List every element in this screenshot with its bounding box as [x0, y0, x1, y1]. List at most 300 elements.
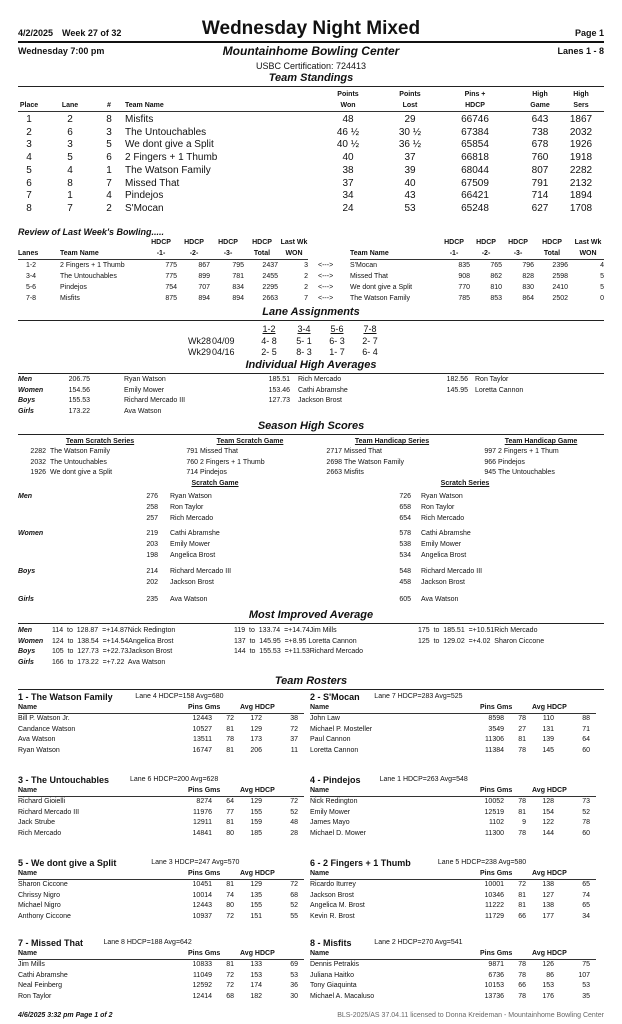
team-score-head: Team Handicap Series: [354, 438, 430, 445]
left-won-head-top: Last Wk: [280, 239, 308, 246]
standings-won: 48: [342, 114, 354, 125]
player-pins: 10346: [484, 891, 504, 899]
standings-place: 7: [26, 190, 32, 202]
review-left-total: 2295: [262, 284, 278, 291]
player-name: Michael P. Mosteller: [310, 725, 373, 733]
player-handicap: 64: [582, 736, 590, 744]
lane-matchup: 2- 5: [261, 347, 277, 357]
player-average: 172: [250, 715, 262, 722]
review-left-total: 2437: [262, 262, 278, 269]
team-score: 1926: [30, 469, 46, 476]
player-name: Richard Gioielli: [18, 798, 66, 805]
team-name: Misfits: [60, 295, 80, 302]
high-averages-rule: [18, 373, 604, 374]
player-games: 78: [518, 971, 526, 979]
high-averages-heading: Individual High Averages: [245, 359, 377, 371]
player-handicap: 72: [290, 881, 298, 888]
team-name: Pindejos: [498, 458, 525, 466]
player-games: 81: [518, 891, 526, 899]
player-games: 78: [226, 736, 234, 744]
player-name: Paul Cannon: [310, 736, 351, 744]
team-score: 714: [186, 469, 198, 476]
bowler-name: Rich Mercado: [421, 515, 465, 522]
team-name: S'Mocan: [125, 202, 164, 214]
improved-entry: 166 to 173.22 =+7.22 Ava Watson: [52, 658, 166, 666]
review-left-g3: 795: [232, 262, 244, 269]
player-pins: 10052: [484, 798, 504, 805]
bowler-name: Emily Mower: [170, 541, 211, 548]
player-average: 145: [542, 746, 554, 754]
player-pins: 1102: [488, 819, 504, 827]
right-g1-head-top: HDCP: [444, 239, 464, 246]
player-games: 81: [518, 902, 526, 910]
player-handicap: 34: [582, 912, 590, 920]
roster-head-underline: [310, 713, 596, 714]
versus-arrow: <--->: [318, 295, 334, 302]
standings-lost: 29: [404, 114, 416, 125]
standings-lane: 8: [67, 177, 73, 189]
player-average: 176: [542, 992, 554, 1000]
header-rule: [18, 41, 604, 43]
roster-team-title: 4 - Pindejos: [310, 775, 361, 785]
roster-team-title: 8 - Misfits: [310, 938, 352, 948]
roster-head-underline: [310, 796, 596, 797]
player-pins: 6736: [488, 971, 504, 979]
standings-place: 1: [26, 114, 32, 125]
player-name: Cathi Abramshe: [18, 971, 68, 979]
player-name: Juliana Haitko: [310, 971, 354, 979]
standings-pins: 66818: [461, 152, 489, 164]
player-games: 81: [226, 881, 234, 888]
scratch-game-score: 203: [146, 541, 158, 548]
player-average: 174: [250, 982, 262, 990]
player-name: James Mayo: [310, 819, 350, 827]
standings-pins: 68044: [461, 164, 489, 176]
review-right-won: 4: [600, 262, 604, 269]
player-pins: 10937: [192, 912, 212, 920]
player-name: Dennis Petrakis: [310, 961, 360, 968]
score-category: Women: [18, 530, 44, 537]
player-name: Neal Feinberg: [18, 982, 62, 990]
player-handicap: 68: [290, 891, 298, 899]
player-games: 72: [226, 971, 234, 979]
bowler-name: Ryan Watson: [170, 493, 212, 500]
team-head: Team Name: [125, 102, 164, 109]
right-won-head: WON: [579, 250, 597, 257]
bowler-name: Loretta Cannon: [475, 386, 524, 394]
standings-lane: 5: [67, 152, 73, 164]
team-name: The Watson Family: [344, 458, 405, 466]
standings-pins: 67384: [461, 126, 489, 138]
lost-head: Lost: [402, 102, 418, 109]
right-g2-head: -2-: [481, 250, 491, 257]
standings-hs: 1867: [569, 114, 593, 125]
roster-pins-head: Pins Gms: [188, 704, 221, 711]
standings-won: 34: [342, 190, 354, 202]
bowler-name: Richard Mercado III: [421, 568, 483, 575]
roster-name-head: Name: [310, 704, 330, 711]
bowler-name: Cathi Abramshe: [170, 530, 220, 537]
scratch-game-score: 214: [146, 568, 158, 575]
team-score: 2698: [326, 458, 342, 466]
player-handicap: 72: [290, 725, 298, 733]
review-left-total: 2663: [262, 295, 278, 302]
improved-entry: 105 to 127.73 =+22.73Jackson Brost: [52, 648, 173, 655]
roster-team-info: Lane 7 HDCP=283 Avg=525: [374, 693, 463, 700]
player-handicap: 28: [290, 829, 298, 837]
player-average: 126: [542, 961, 554, 968]
roster-team-info: Lane 3 HDCP=247 Avg=570: [151, 859, 240, 866]
player-name: Michael D. Mower: [310, 829, 367, 837]
improved-entry: 114 to 128.87 =+14.87Nick Redington: [52, 627, 176, 634]
player-name: Michael Nigro: [18, 902, 61, 910]
roster-head-underline: [310, 879, 596, 880]
team-score: 966: [484, 458, 496, 466]
player-pins: 13736: [484, 992, 504, 1000]
bowler-name: Cathi Abramshe: [298, 386, 348, 394]
player-handicap: 75: [582, 961, 590, 968]
player-games: 80: [226, 902, 234, 910]
player-name: Kevin R. Brost: [310, 912, 355, 920]
bowler-name: Jackson Brost: [298, 397, 342, 404]
week-date: 04/16: [212, 347, 235, 357]
review-left-g1: 775: [165, 273, 177, 280]
player-handicap: 74: [582, 891, 590, 899]
standings-pins: 67509: [461, 177, 489, 189]
player-pins: 11384: [485, 746, 504, 754]
bowling-center: Mountainhome Bowling Center: [222, 44, 400, 58]
player-games: 81: [518, 736, 526, 744]
scratch-series-score: 578: [399, 530, 411, 537]
won-head-top: Points: [337, 91, 359, 98]
player-handicap: 53: [582, 982, 590, 990]
high-series-head-top: High: [573, 91, 589, 98]
team-score: 2717: [326, 448, 342, 455]
page-number: Page 1: [574, 28, 604, 38]
player-average: 131: [542, 725, 554, 733]
player-games: 68: [226, 992, 234, 1000]
team-score-head: Team Scratch Game: [216, 438, 284, 445]
player-games: 81: [226, 746, 234, 754]
player-games: 27: [518, 725, 526, 733]
roster-team-info: Lane 4 HDCP=158 Avg=680: [135, 693, 224, 700]
roster-head-underline: [310, 959, 596, 960]
player-name: Ava Watson: [18, 736, 56, 744]
average-value: 182.56: [446, 376, 468, 383]
player-average: 133: [250, 961, 262, 968]
right-team-head: Team Name: [350, 250, 389, 257]
lane-matchup: 4- 8: [261, 336, 277, 346]
scratch-game-score: 202: [146, 579, 158, 586]
review-right-total: 2502: [552, 295, 568, 302]
player-pins: 10014: [192, 891, 212, 899]
review-left-g3: 894: [232, 295, 244, 302]
lane-matchup: 6- 3: [329, 336, 345, 346]
bowler-name: Cathi Abramshe: [421, 530, 471, 537]
lane-assignments-heading: Lane Assignments: [262, 306, 360, 318]
standings-hs: 1894: [569, 190, 593, 202]
player-average: 182: [250, 992, 262, 1000]
right-g2-head-top: HDCP: [476, 239, 496, 246]
improved-category: Women: [18, 637, 44, 645]
standings-pins: 66421: [461, 190, 489, 202]
left-g3-head: -3-: [223, 250, 233, 257]
review-right-g1: 785: [458, 295, 470, 302]
team-score: 997: [484, 448, 496, 455]
player-handicap: 37: [290, 736, 298, 744]
player-name: Jackson Brost: [310, 891, 354, 899]
left-g2-head-top: HDCP: [184, 239, 204, 246]
standings-hs: 1926: [569, 139, 593, 151]
team-score-head: Team Scratch Series: [65, 438, 135, 445]
player-name: Rich Mercado: [18, 829, 62, 837]
usbc-certification: USBC Certification: 724413: [255, 61, 367, 71]
player-games: 66: [518, 982, 526, 990]
player-games: 78: [518, 829, 526, 837]
team-name: The Untouchables: [125, 126, 207, 138]
rosters-heading: Team Rosters: [274, 675, 348, 687]
review-left-g2: 899: [198, 273, 210, 280]
player-handicap: 55: [290, 912, 298, 920]
player-average: 173: [250, 736, 262, 744]
review-lanes: 7-8: [25, 295, 37, 302]
player-handicap: 48: [290, 819, 298, 827]
standings-num: 5: [106, 139, 112, 151]
player-pins: 12414: [192, 992, 212, 1000]
player-name: Loretta Cannon: [310, 746, 359, 754]
footer-print-info: 4/6/2025 3:32 pm Page 1 of 2: [18, 1012, 113, 1019]
left-won-head: WON: [285, 250, 303, 257]
player-name: Jim Mills: [18, 961, 45, 968]
lane-matchup: 1- 7: [329, 347, 345, 357]
left-g2-head: -2-: [189, 250, 199, 257]
player-games: 78: [518, 746, 526, 754]
team-score: 2032: [30, 458, 46, 466]
bowler-name: Ron Taylor: [170, 504, 204, 511]
team-name: 2 Fingers + 1 Thumb: [60, 262, 125, 269]
lane-matchup: 6- 4: [362, 347, 378, 357]
standings-lost: 37: [404, 152, 416, 164]
team-name: The Watson Family: [50, 448, 111, 455]
player-games: 78: [518, 961, 526, 968]
versus-arrow: <--->: [318, 284, 334, 291]
bowler-name: Ryan Watson: [421, 493, 463, 500]
standings-place: 5: [26, 164, 32, 176]
review-right-won: 0: [600, 295, 604, 302]
standings-won: 24: [342, 202, 354, 214]
roster-head-underline: [18, 796, 304, 797]
improved-category: Boys: [18, 648, 36, 655]
scratch-series-score: 654: [399, 515, 411, 522]
standings-hs: 2032: [569, 126, 593, 138]
average-value: 154.56: [68, 386, 90, 394]
review-right-g3: 830: [522, 284, 534, 291]
roster-head-underline: [18, 713, 304, 714]
roster-team-title: 6 - 2 Fingers + 1 Thumb: [310, 858, 411, 868]
player-games: 72: [226, 982, 234, 990]
player-handicap: 88: [582, 715, 590, 722]
player-handicap: 52: [582, 808, 590, 816]
standings-pins: 66746: [461, 114, 489, 125]
player-average: 138: [542, 902, 554, 910]
standings-num: 6: [106, 152, 112, 164]
standings-hg: 714: [531, 190, 549, 202]
roster-team-title: 3 - The Untouchables: [18, 775, 110, 785]
average-category: Men: [18, 376, 32, 383]
player-average: 155: [250, 902, 262, 910]
player-average: 153: [250, 971, 262, 979]
player-pins: 12443: [192, 715, 212, 722]
bowler-name: Richard Mercado III: [124, 397, 186, 404]
player-average: 139: [542, 736, 554, 744]
lane-pair-head: 3-4: [297, 324, 311, 334]
player-name: Bill P. Watson Jr.: [18, 715, 70, 722]
player-average: 127: [542, 891, 554, 899]
lanes-head: Lanes: [18, 250, 39, 257]
roster-pins-head: Pins Gms: [480, 870, 513, 877]
left-total-head-top: HDCP: [252, 239, 272, 246]
player-name: Anthony Ciccone: [18, 912, 71, 920]
player-games: 81: [226, 819, 234, 827]
player-games: 78: [518, 715, 526, 722]
roster-team-title: 7 - Missed That: [18, 938, 84, 948]
scratch-game-score: 198: [146, 552, 158, 559]
standings-head-underline: [18, 111, 604, 112]
roster-team-info: Lane 1 HDCP=263 Avg=548: [379, 776, 468, 783]
roster-name-head: Name: [18, 870, 38, 877]
roster-name-head: Name: [310, 950, 330, 957]
standings-hg: 678: [531, 139, 549, 151]
standings-pins: 65854: [461, 139, 489, 151]
average-value: 185.51: [268, 376, 290, 383]
pins-head: HDCP: [465, 102, 485, 109]
player-average: 138: [542, 881, 554, 888]
team-score: 2663: [326, 469, 342, 476]
right-g3-head-top: HDCP: [508, 239, 528, 246]
standings-lane: 7: [67, 202, 73, 214]
left-total-head: Total: [253, 250, 271, 257]
bowler-name: Jackson Brost: [170, 579, 214, 586]
player-name: Emily Mower: [310, 808, 351, 816]
team-score: 791: [186, 448, 198, 455]
player-average: 155: [250, 808, 262, 816]
week-date: 04/09: [212, 336, 235, 346]
improved-category: Girls: [18, 658, 34, 666]
team-name: The Untouchables: [50, 458, 107, 466]
review-left-total: 2455: [262, 273, 278, 280]
average-value: 127.73: [268, 397, 290, 404]
player-average: 122: [542, 819, 554, 827]
player-average: 129: [250, 725, 262, 733]
left-g3-head-top: HDCP: [218, 239, 238, 246]
review-right-g3: 828: [522, 273, 534, 280]
lane-assignments-rule: [18, 320, 604, 321]
player-handicap: 11: [290, 746, 298, 754]
player-average: 151: [250, 912, 262, 920]
team-name: Misfits: [344, 469, 364, 476]
standings-lane: 2: [67, 114, 73, 125]
player-average: 110: [542, 715, 554, 722]
won-head: Won: [340, 102, 356, 109]
roster-name-head: Name: [18, 950, 38, 957]
player-name: Angelica M. Brost: [310, 902, 365, 910]
bowler-name: Angelica Brost: [170, 552, 216, 559]
roster-name-head: Name: [310, 870, 330, 877]
roster-name-head: Name: [18, 704, 38, 711]
roster-team-info: Lane 2 HDCP=270 Avg=541: [374, 939, 463, 946]
roster-name-head: Name: [310, 787, 330, 794]
standings-lane: 6: [67, 126, 73, 138]
standings-lost: 43: [404, 190, 416, 202]
standings-won: 40: [342, 152, 354, 164]
roster-team-info: Lane 8 HDCP=188 Avg=642: [103, 939, 192, 946]
standings-won: 40 ½: [336, 139, 360, 151]
player-games: 72: [226, 912, 234, 920]
roster-head-underline: [18, 879, 304, 880]
review-lanes: 5-6: [25, 284, 37, 291]
score-category: Men: [18, 493, 32, 500]
roster-avg-head: Avg HDCP: [532, 787, 567, 794]
player-average: 153: [542, 982, 554, 990]
review-right-g2: 862: [490, 273, 502, 280]
scratch-series-score: 534: [399, 552, 411, 559]
standings-hg: 807: [531, 164, 549, 176]
scratch-game-head: Scratch Game: [191, 480, 239, 487]
player-handicap: 65: [582, 881, 590, 888]
roster-pins-head: Pins Gms: [480, 787, 513, 794]
team-name: 2 Fingers + 1 Thumb: [200, 458, 265, 466]
standings-hs: 2132: [569, 177, 593, 189]
team-name: 2 Fingers + 1 Thum: [498, 448, 559, 455]
roster-pins-head: Pins Gms: [480, 950, 513, 957]
standings-num: 8: [106, 114, 112, 125]
review-left-underline: [18, 259, 308, 260]
average-value: 153.46: [268, 386, 290, 394]
team-name: The Untouchables: [60, 273, 117, 280]
player-pins: 10451: [192, 881, 212, 888]
player-games: 9: [522, 819, 526, 827]
improved-category: Men: [18, 627, 32, 634]
player-handicap: 53: [290, 971, 298, 979]
week-label: Week 27 of 32: [62, 28, 122, 38]
league-day-time: Wednesday 7:00 pm: [18, 46, 105, 56]
review-left-g1: 754: [165, 284, 177, 291]
left-g1-head: -1-: [156, 250, 166, 257]
roster-avg-head: Avg HDCP: [240, 950, 275, 957]
team-name: Pindejos: [60, 284, 87, 291]
player-pins: 3549: [488, 725, 504, 733]
player-games: 64: [226, 798, 234, 805]
roster-team-title: 5 - We dont give a Split: [18, 858, 117, 868]
roster-pins-head: Pins Gms: [188, 787, 221, 794]
player-handicap: 60: [582, 746, 590, 754]
bowler-name: Ava Watson: [124, 407, 162, 415]
report-date: 4/2/2025: [18, 28, 54, 38]
player-pins: 10833: [192, 961, 212, 968]
versus-arrow: <--->: [318, 262, 334, 269]
player-pins: 10527: [192, 725, 212, 733]
player-games: 78: [518, 992, 526, 1000]
roster-avg-head: Avg HDCP: [532, 950, 567, 957]
player-name: Richard Mercado III: [18, 808, 80, 816]
standings-num: 3: [106, 126, 112, 138]
player-games: 66: [518, 912, 526, 920]
left-team-head: Team Name: [60, 250, 99, 257]
player-name: Tony Giaquinta: [310, 982, 357, 990]
roster-avg-head: Avg HDCP: [240, 704, 275, 711]
bowler-name: Jackson Brost: [421, 579, 465, 586]
roster-name-head: Name: [18, 787, 38, 794]
